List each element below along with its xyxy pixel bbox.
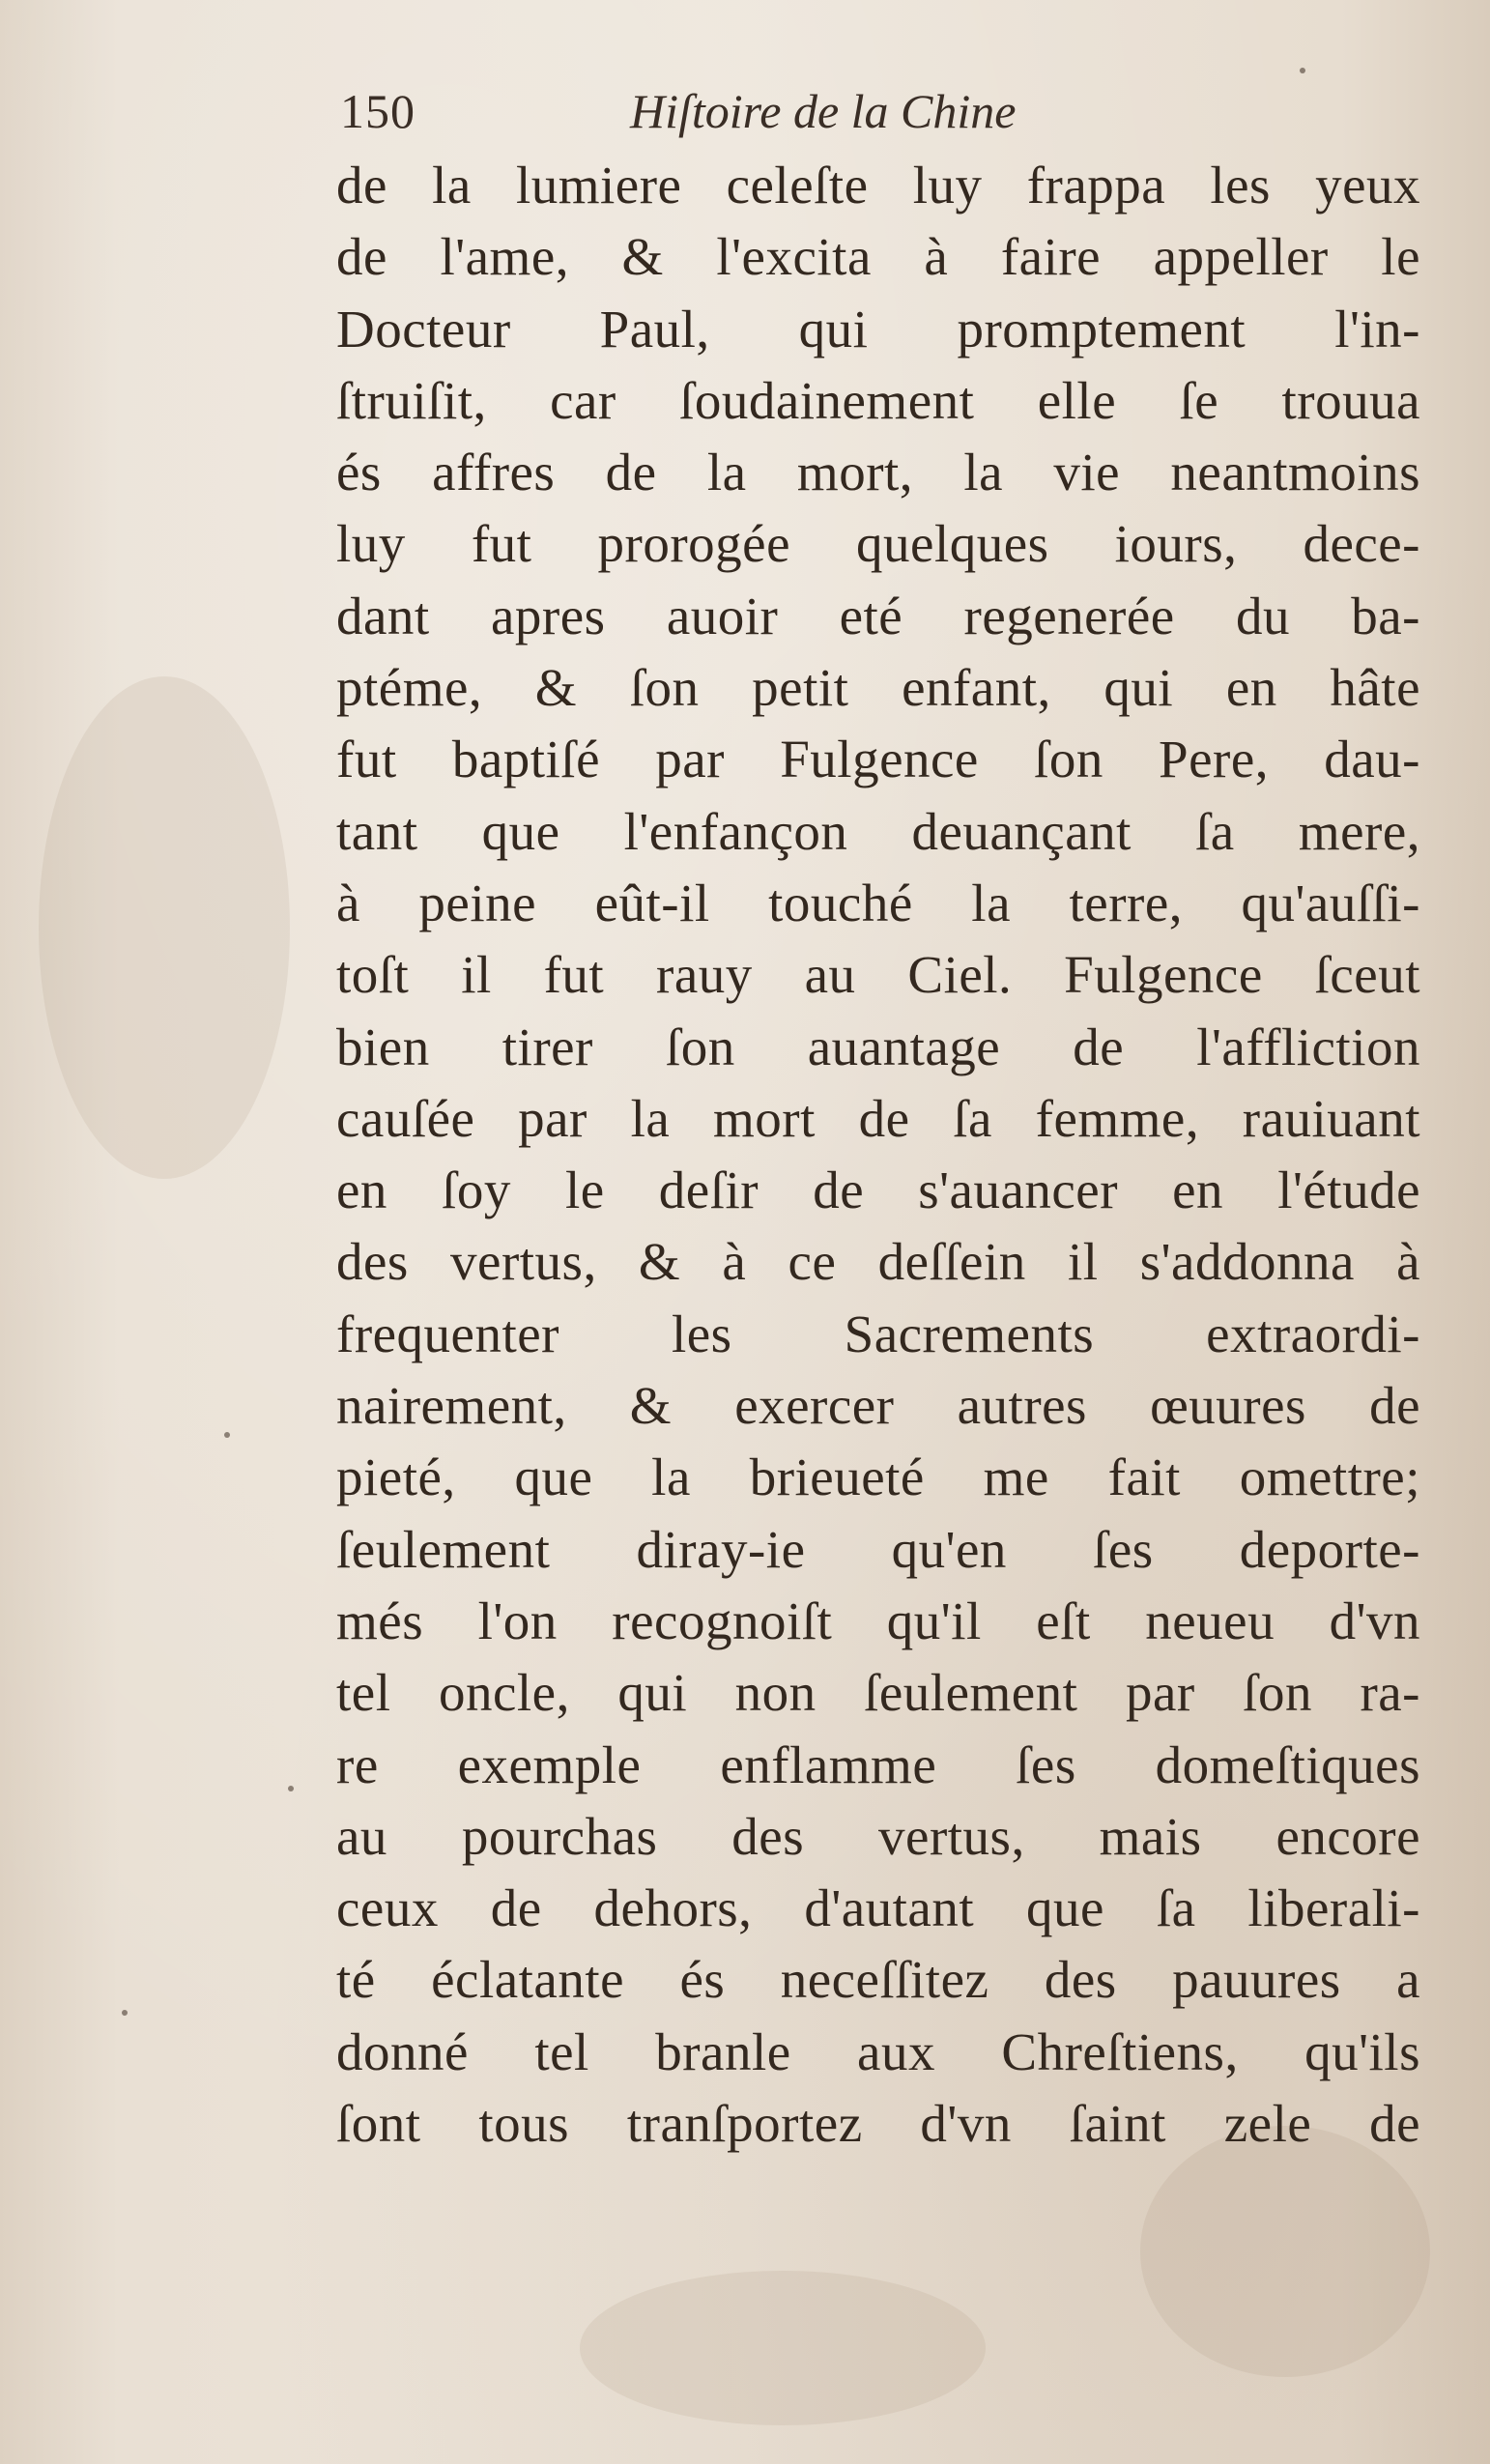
text-line: de la lumiere celeſte luy frappa les yeux [336,156,1420,215]
text-line: ptéme, & ſon petit enfant, qui en hâte [336,658,1420,718]
ink-speck [1300,68,1305,73]
text-line: és affres de la mort, la vie neantmoins [336,443,1420,502]
text-line: fut baptiſé par Fulgence ſon Pere, dau- [336,730,1420,789]
text-line: dant apres auoir eté regenerée du ba- [336,586,1420,645]
text-line: à peine eût-il touché la terre, qu'auſſi- [336,873,1420,932]
page-number: 150 [340,84,415,138]
text-line: des vertus, & à ce deſſein il s'addonna à [336,1232,1420,1292]
text-line: Docteur Paul, qui promptement l'in- [336,299,1420,358]
text-line: nairement, & exercer autres œuures de [336,1376,1420,1436]
text-line: re exemple enflamme ſes domeſtiques [336,1734,1420,1794]
text-line: cauſée par la mort de ſa femme, rauiuant [336,1088,1420,1148]
text-line: ſont tous tranſportez d'vn ſaint zele de [336,2094,1420,2154]
text-line: ſtruiſit, car ſoudainement elle ſe trouua [336,370,1420,430]
text-line: pieté, que la brieueté me fait omettre; [336,1447,1420,1507]
text-line: toſt il fut rauy au Ciel. Fulgence ſceut [336,945,1420,1005]
text-line: ſeulement diray-ie qu'en ſes deporte- [336,1519,1420,1579]
text-line: frequenter les Sacrements extraordi- [336,1304,1420,1363]
text-line: bien tirer ſon auantage de l'affliction [336,1017,1420,1076]
text-line: donné tel branle aux Chreſtiens, qu'ils [336,2021,1420,2081]
text-line: tel oncle, qui non ſeulement par ſon ra- [336,1663,1420,1723]
paper-stain [39,676,290,1179]
paper-stain [580,2271,986,2425]
text-line: ceux de dehors, d'autant que ſa liberali- [336,1878,1420,1938]
text-line: tant que l'enfançon deuançant ſa mere, [336,801,1420,861]
running-title: Hiſtoire de la Chine [630,84,1017,138]
text-line: au pourchas des vertus, mais encore [336,1806,1420,1866]
text-line: en ſoy le deſir de s'auancer en l'étude [336,1160,1420,1220]
page-header [340,83,1451,151]
ink-speck [224,1432,230,1438]
text-line: de l'ame, & l'excita à faire appeller le [336,227,1420,287]
text-line: luy fut prorogée quelques iours, dece- [336,514,1420,574]
body-text [336,150,1420,2160]
text-line: més l'on recognoiſt qu'il eſt neueu d'vn [336,1590,1420,1650]
text-line: té éclatante és neceſſitez des pauures a [336,1950,1420,2010]
paper-stain [1140,2126,1430,2377]
ink-speck [288,1786,294,1791]
ink-speck [122,2010,128,2016]
